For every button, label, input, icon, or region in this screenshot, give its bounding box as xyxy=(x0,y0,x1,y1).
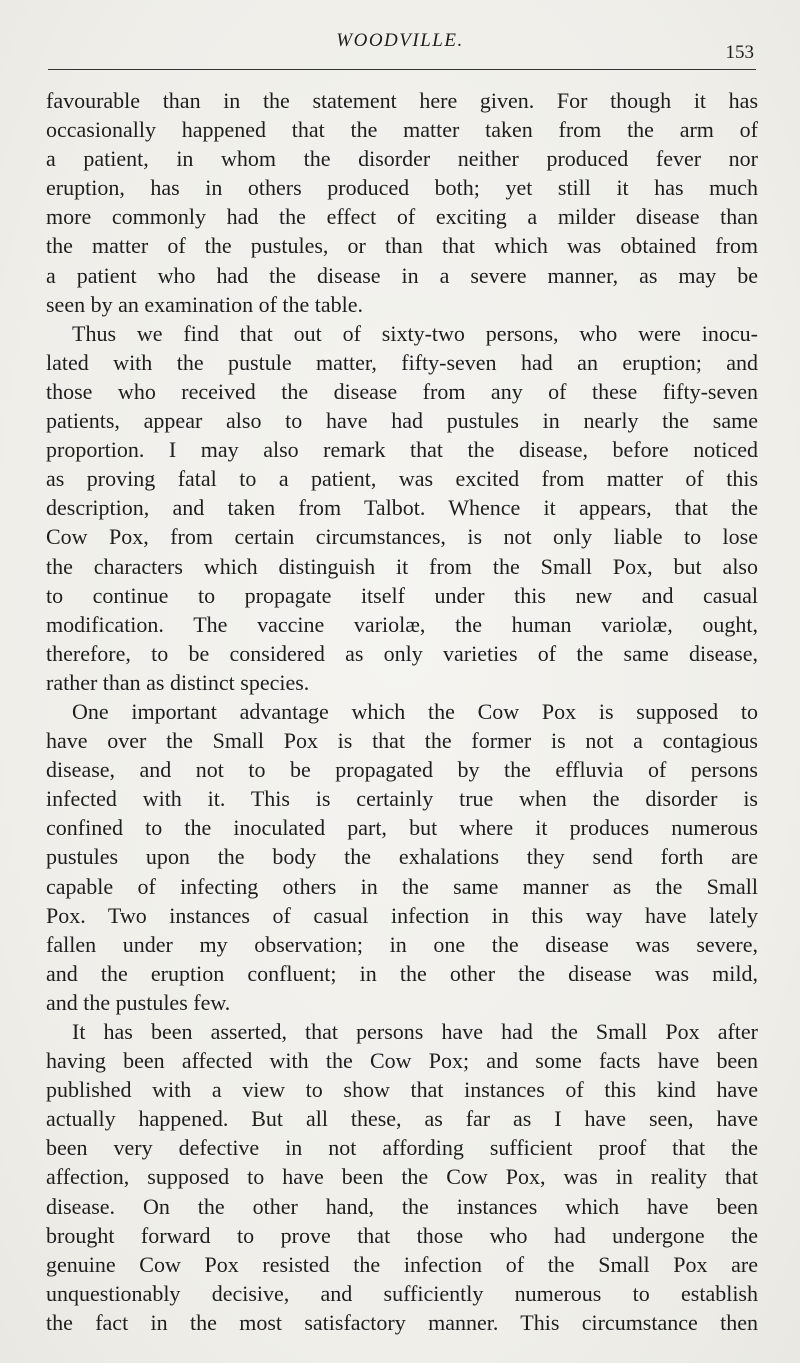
text-line: Cow Pox, from certain circumstances, is not only liable to lose xyxy=(46,524,758,550)
text-line: and the eruption confluent; in the other the disease was mild, xyxy=(46,960,758,986)
text-line: a patient who had the disease in a severe manner, as may be xyxy=(46,262,758,288)
text-line: have over the Small Pox is that the former is not a contagious xyxy=(46,728,758,754)
text-line: as proving fatal to a patient, was excited from matter of this xyxy=(46,466,758,492)
text-line: unquestionably decisive, and sufficiently numerous to establish xyxy=(46,1280,758,1306)
text-line: published with a view to show that instances of this kind have xyxy=(46,1077,758,1103)
text-line: the fact in the most satisfactory manner. This circumstance then xyxy=(46,1309,758,1335)
text-line: a patient, in whom the disorder neither produced fever nor xyxy=(46,146,758,172)
running-title: WOODVILLE. xyxy=(336,30,464,51)
text-line: infected with it. This is certainly true when the disorder is xyxy=(46,786,758,812)
text-line: capable of infecting others in the same manner as the Small xyxy=(46,873,758,899)
text-line: genuine Cow Pox resisted the infection of the Small Pox are xyxy=(46,1251,758,1277)
text-line: patients, appear also to have had pustules in nearly the same xyxy=(46,408,758,434)
text-line: Thus we find that out of sixty-two persons, who were inocu- xyxy=(72,320,758,346)
text-line: occasionally happened that the matter taken from the arm of xyxy=(46,117,758,143)
text-line: affection, supposed to have been the Cow Pox, was in reality that xyxy=(46,1164,758,1190)
text-line: those who received the disease from any of these fifty-seven xyxy=(46,378,758,404)
text-line: disease, and not to be propagated by the effluvia of persons xyxy=(46,757,758,783)
text-line: to continue to propagate itself under this new and casual xyxy=(46,582,758,608)
text-line: It has been asserted, that persons have had the Small Pox after xyxy=(72,1019,758,1044)
text-line: actually happened. But all these, as far as I have seen, have xyxy=(46,1106,758,1132)
text-line: fallen under my observation; in one the disease was severe, xyxy=(46,931,758,957)
text-line: having been affected with the Cow Pox; and some facts have been xyxy=(46,1048,758,1074)
text-line: been very defective in not affording sufficient proof that the xyxy=(46,1135,758,1161)
text-line: seen by an examination of the table. xyxy=(46,291,364,317)
body-text xyxy=(46,86,758,1337)
text-line: eruption, has in others produced both; yet still it has much xyxy=(46,175,758,201)
header-rule xyxy=(48,69,756,70)
text-line: and the pustules few. xyxy=(46,989,231,1015)
text-line: the characters which distinguish it from the Small Pox, but also xyxy=(46,553,758,579)
text-line: brought forward to prove that those who had undergone the xyxy=(46,1222,758,1248)
text-line: proportion. I may also remark that the disease, before noticed xyxy=(46,437,758,463)
text-line: Pox. Two instances of casual infection in this way have lately xyxy=(46,902,758,928)
page-number: 153 xyxy=(725,42,754,63)
text-line: therefore, to be considered as only varieties of the same disease, xyxy=(46,640,758,666)
text-line: description, and taken from Talbot. Whence it appears, that the xyxy=(46,495,758,521)
text-line: more commonly had the effect of exciting a milder disease than xyxy=(46,204,758,230)
text-line: rather than as distinct species. xyxy=(46,669,310,695)
text-line: lated with the pustule matter, fifty-seven had an eruption; and xyxy=(46,349,758,375)
text-line: One important advantage which the Cow Pox is supposed to xyxy=(72,698,758,724)
text-line: pustules upon the body the exhalations they send forth are xyxy=(46,844,758,870)
text-line: disease. On the other hand, the instances which have been xyxy=(46,1193,758,1219)
text-line: modification. The vaccine variolæ, the human variolæ, ought, xyxy=(46,611,758,637)
text-line: the matter of the pustules, or than that which was obtained from xyxy=(46,233,758,259)
text-line: favourable than in the statement here given. For though it has xyxy=(46,88,758,113)
text-line: confined to the inoculated part, but where it produces numerous xyxy=(46,815,758,841)
